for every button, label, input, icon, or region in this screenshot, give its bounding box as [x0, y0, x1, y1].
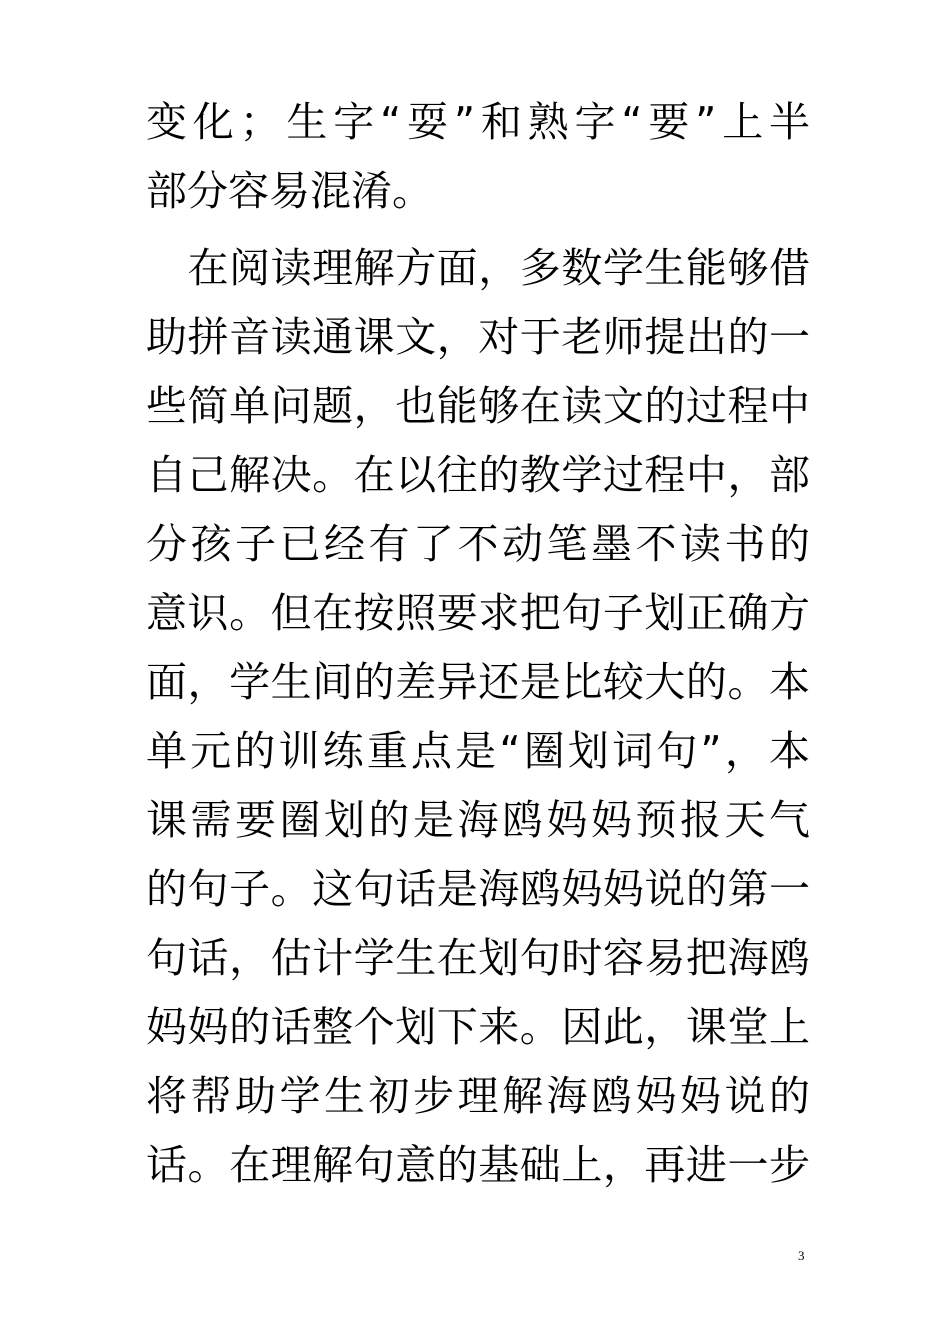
page-number: 3: [798, 1248, 805, 1263]
text-line: 将帮助学生初步理解海鸥妈妈说的: [146, 1072, 810, 1120]
text-line: 意识。但在按照要求把句子划正确方: [146, 589, 810, 637]
body-text: [146, 88, 810, 1200]
text-line: 面，学生间的差异还是比较大的。本: [146, 658, 810, 706]
text-line: 句话，估计学生在划句时容易把海鸥: [146, 934, 810, 982]
text-line: 助拼音读通课文，对于老师提出的一: [146, 313, 810, 361]
text-line: 在阅读理解方面，多数学生能够借: [146, 244, 810, 292]
text-line: 自己解决。在以往的教学过程中，部: [146, 451, 810, 499]
text-line: 课需要圈划的是海鸥妈妈预报天气: [146, 796, 810, 844]
text-line: 单元的训练重点是“圈划词句”，本: [146, 727, 810, 775]
paragraph-1: [146, 88, 810, 226]
text-line: 部分容易混淆。: [146, 167, 433, 215]
text-line: 些简单问题，也能够在读文的过程中: [146, 382, 810, 430]
text-line: 分孩子已经有了不动笔墨不读书的: [146, 520, 810, 568]
text-line: 的句子。这句话是海鸥妈妈说的第一: [146, 865, 810, 913]
paragraph-gap: [146, 226, 810, 234]
paragraph-2: [146, 234, 810, 1200]
text-line: 话。在理解句意的基础上，再进一步: [146, 1141, 810, 1189]
text-line: 妈妈的话整个划下来。因此，课堂上: [146, 1003, 810, 1051]
text-line: 变化；生字“耍”和熟字“要”上半: [146, 98, 810, 146]
